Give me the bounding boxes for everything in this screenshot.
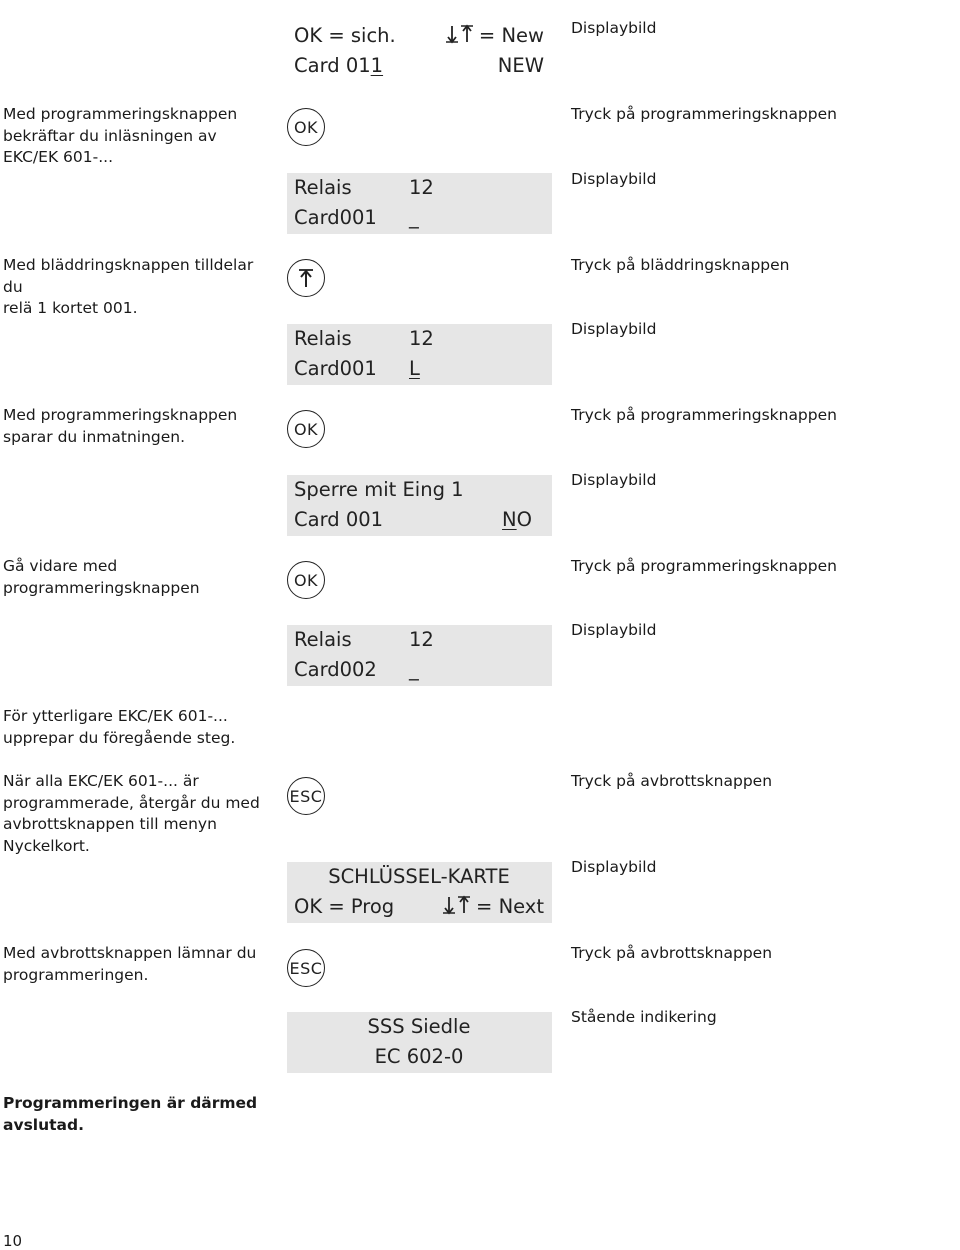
lcd-text: Card 001 — [294, 508, 384, 531]
lcd-cursor: L — [409, 357, 420, 380]
label-press-abort: Tryck på avbrottsknappen — [571, 772, 773, 790]
lcd-cursor: _ — [409, 206, 419, 229]
label-displaybild: Displaybild — [571, 19, 657, 37]
ok-button[interactable]: OK — [287, 108, 325, 146]
lcd-text: Card 01 — [294, 54, 371, 77]
label-displaybild: Displaybild — [571, 471, 657, 489]
lcd-display-sperre — [287, 475, 552, 536]
lcd-text: Relais — [294, 628, 352, 651]
lcd-text: Card001 — [294, 206, 377, 229]
lcd-display-standby — [287, 1012, 552, 1073]
label-standby: Stående indikering — [571, 1008, 717, 1026]
lcd-text: 12 — [409, 327, 434, 350]
label-press-prog: Tryck på programmeringsknappen — [571, 105, 837, 123]
esc-button[interactable]: ESC — [287, 949, 325, 987]
scroll-arrows-icon — [445, 24, 475, 44]
lcd-text: OK = sich. — [294, 24, 396, 47]
lcd-cursor: _ — [409, 658, 419, 681]
label-displaybild: Displaybild — [571, 320, 657, 338]
label-displaybild: Displaybild — [571, 621, 657, 639]
step-description: Med bläddringsknappen tilldelar du relä 1 kortet 001. — [3, 256, 254, 317]
step-description: Med programmeringsknappen bekräftar du inläsningen av EKC/EK 601-... — [3, 105, 238, 166]
ok-button[interactable]: OK — [287, 561, 325, 599]
page-number: 10 — [3, 1232, 23, 1250]
label-displaybild: Displaybild — [571, 858, 657, 876]
lcd-text: 12 — [409, 176, 434, 199]
lcd-text: 12 — [409, 628, 434, 651]
step-description: När alla EKC/EK 601-... är programmerade, återgår du med avbrottsknappen till menyn Nyckelkort. — [3, 772, 260, 855]
lcd-cursor: 1 — [370, 54, 384, 77]
lcd-text: Card002 — [294, 658, 377, 681]
lcd-text: Sperre mit Eing 1 — [294, 478, 464, 501]
lcd-text: SCHLÜSSEL-KARTE — [328, 865, 510, 888]
label-displaybild: Displaybild — [571, 170, 657, 188]
lcd-text: SSS Siedle — [367, 1015, 471, 1038]
lcd-display-new-card — [287, 21, 552, 82]
lcd-text: OK = Prog — [294, 895, 395, 918]
esc-button[interactable]: ESC — [287, 777, 325, 815]
lcd-text: Card001 — [294, 357, 377, 380]
lcd-display-relais — [287, 173, 552, 234]
scroll-button[interactable] — [287, 259, 325, 297]
lcd-text: Relais — [294, 327, 352, 350]
lcd-display-relais — [287, 625, 552, 686]
scroll-up-arrow-icon — [297, 267, 315, 289]
step-description: Gå vidare med programmeringsknappen — [3, 557, 200, 597]
lcd-text: Relais — [294, 176, 352, 199]
lcd-display-keycard-menu — [287, 862, 552, 923]
label-press-prog: Tryck på programmeringsknappen — [571, 406, 837, 424]
lcd-display-relais — [287, 324, 552, 385]
scroll-arrows-icon — [442, 895, 472, 915]
lcd-cursor: N — [502, 508, 517, 531]
step-description: För ytterligare EKC/EK 601-... upprepar du föregående steg. — [3, 707, 236, 747]
label-press-abort: Tryck på avbrottsknappen — [571, 944, 773, 962]
final-note: Programmeringen är därmed avslutad. — [3, 1094, 258, 1134]
lcd-text: = Next — [476, 895, 544, 918]
label-press-prog: Tryck på programmeringsknappen — [571, 557, 837, 575]
lcd-text: = New — [478, 24, 544, 47]
ok-button[interactable]: OK — [287, 410, 325, 448]
step-description: Med avbrottsknappen lämnar du programmeringen. — [3, 944, 257, 984]
label-press-scroll: Tryck på bläddringsknappen — [571, 256, 790, 274]
lcd-text: EC 602-0 — [374, 1045, 464, 1068]
lcd-text: O — [516, 508, 532, 531]
step-description: Med programmeringsknappen sparar du inmatningen. — [3, 406, 238, 446]
lcd-text: NEW — [497, 54, 544, 77]
